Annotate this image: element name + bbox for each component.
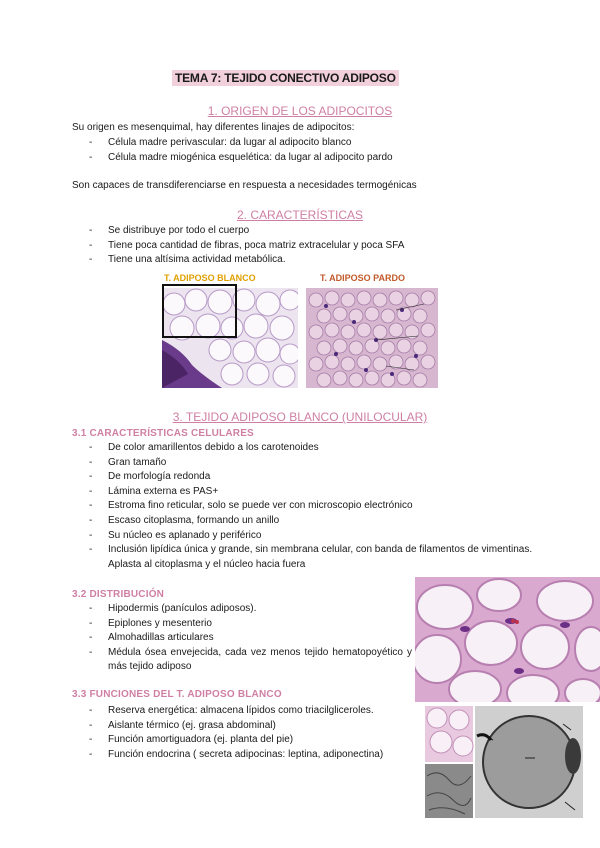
list-item: - Médula ósea envejecida, cada vez menos tejido hematopoyético y más tejido adiposo (72, 646, 412, 675)
list-item: - Función endocrina ( secreta adipocinas: leptina, adiponectina) (72, 748, 432, 763)
list-item: - Almohadillas articulares (72, 631, 412, 646)
list-item: - Escaso citoplasma, formando un anillo (72, 514, 542, 529)
section-1-intro: Su origen es mesenquimal, hay diferentes linajes de adipocitos: (72, 122, 355, 133)
list-item: - Tiene una altísima actividad metabólica. (72, 253, 532, 268)
list-item: - De color amarillentos debido a los carotenoides (72, 441, 542, 456)
list-item: - Aislante térmico (ej. grasa abdominal) (72, 719, 432, 734)
list-item: - Estroma fino reticular, solo se puede ver con microscopio electrónico (72, 499, 542, 514)
brown-adipose-micrograph (306, 270, 438, 388)
electron-micrograph-image (425, 706, 583, 818)
adipose-distribution-micrograph (415, 577, 600, 702)
section-1-note: Son capaces de transdiferenciarse en respuesta a necesidades termogénicas (72, 180, 417, 191)
section-3-2-heading: 3.2 DISTRIBUCIÓN (72, 589, 165, 600)
list-item: - Epiplones y mesenterio (72, 617, 412, 632)
white-adipose-label: T. ADIPOSO BLANCO (164, 273, 256, 283)
list-item: - Reserva energética: almacena lípidos como triacilgliceroles. (72, 704, 432, 719)
white-adipose-micrograph (162, 270, 298, 388)
white-adipose-image (162, 270, 298, 388)
list-item: - Inclusión lipídica única y grande, sin membrana celular, con banda de filamentos de vimentinas. Aplasta al citoplasma y el núcleo hacia fuera (72, 543, 542, 572)
section-3-3-list (72, 704, 432, 762)
list-item: - Hipodermis (panículos adiposos). (72, 602, 412, 617)
section-3-3-heading: 3.3 FUNCIONES DEL T. ADIPOSO BLANCO (72, 689, 282, 700)
section-3-1-list (72, 441, 542, 572)
list-item: - Lámina externa es PAS+ (72, 485, 542, 500)
section-3-heading: 3. TEJIDO ADIPOSO BLANCO (UNILOCULAR) (172, 410, 428, 424)
section-3-1-heading: 3.1 CARACTERÍSTICAS CELULARES (72, 428, 254, 439)
section-1-heading: 1. ORIGEN DE LOS ADIPOCITOS (207, 104, 393, 118)
brown-adipose-label: T. ADIPOSO PARDO (320, 273, 406, 283)
section-2-heading: 2. CARACTERÍSTICAS (236, 208, 364, 222)
list-item: - De morfología redonda (72, 470, 542, 485)
list-item: - Su núcleo es aplanado y periférico (72, 529, 542, 544)
list-item: - Gran tamaño (72, 456, 542, 471)
list-item: - Se distribuye por todo el cuerpo (72, 224, 532, 239)
electron-micrograph (425, 706, 583, 818)
brown-adipose-image (306, 270, 438, 388)
section-1-list (72, 136, 532, 165)
list-item: - Tiene poca cantidad de fibras, poca matriz extracelular y poca SFA (72, 239, 532, 254)
list-item: - Función amortiguadora (ej. planta del pie) (72, 733, 432, 748)
list-item: - Célula madre miogénica esquelética: da lugar al adipocito pardo (72, 151, 532, 166)
section-2-list (72, 224, 532, 268)
section-3-2-list (72, 602, 412, 675)
adipose-distribution-image (415, 577, 600, 702)
page-title: TEMA 7: TEJIDO CONECTIVO ADIPOSO (172, 70, 399, 86)
list-item: - Célula madre perivascular: da lugar al adipocito blanco (72, 136, 532, 151)
